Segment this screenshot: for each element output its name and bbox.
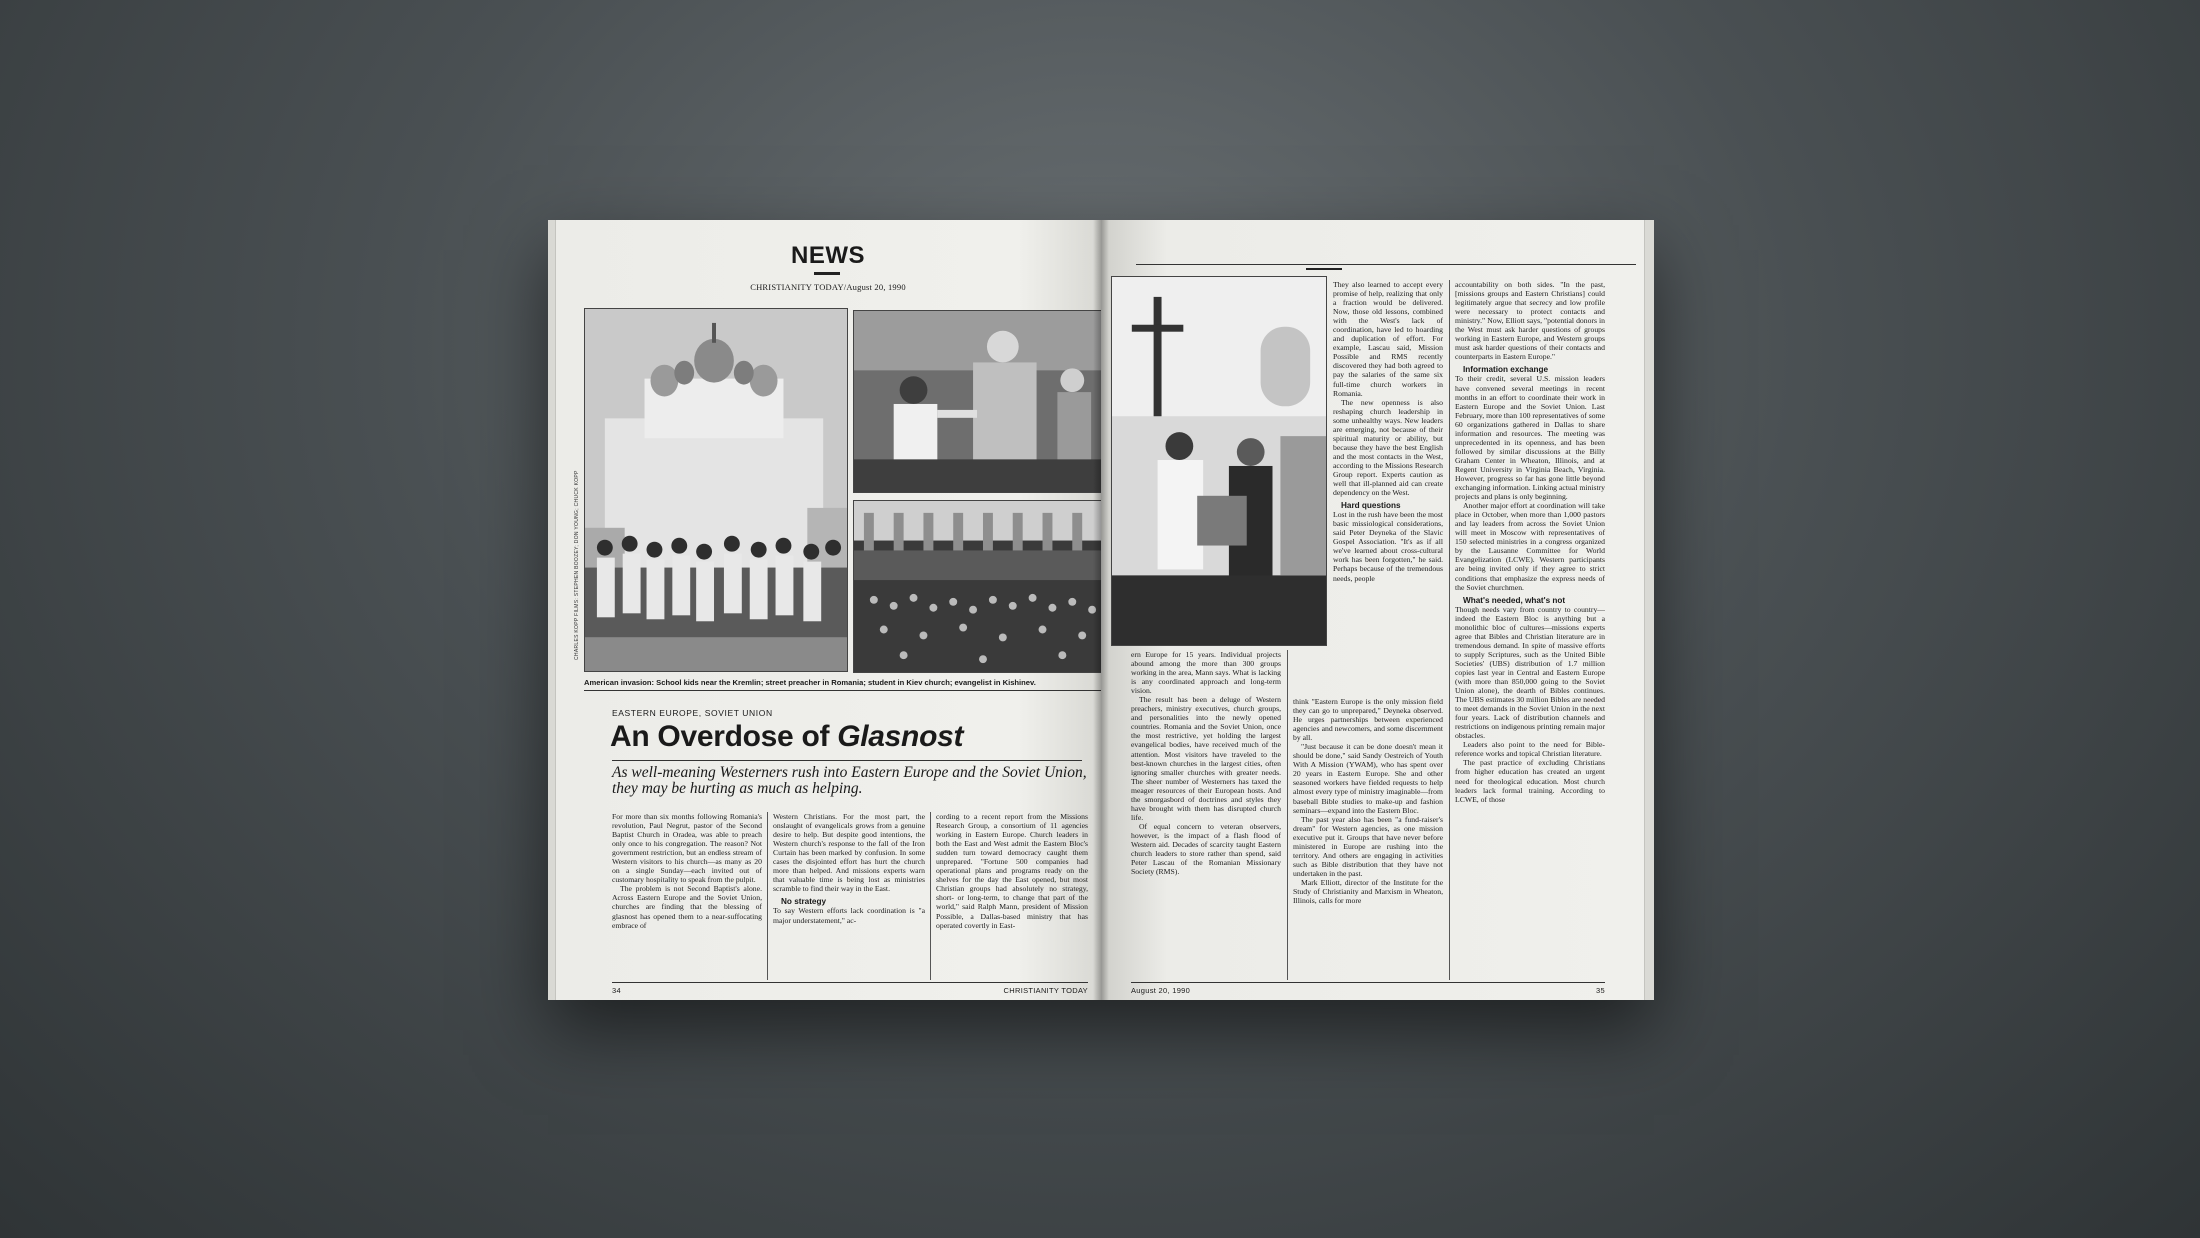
paragraph: Though needs vary from country to country—indeed the Eastern Bloc is anything but a monolithic bloc of cultures—missions experts agree that Bibles and Christian literature are in tremendous demand. In spite of massive efforts to supply Scriptures, such as the United Bible Societies' (UBS) distribution of 1.7 million copies last year in Central and Eastern Europe (with more than 850,000 going to the Soviet Union alone), the dearth of Bibles continues. The UBS estimates 30 million Bibles are needed to meet demands in the Soviet Union in the next four years. Lack of distribution channels and restrictions on indigenous printing remain major obstacles. xyxy=(1455,604,1605,741)
paragraph: Lost in the rush have been the most basic missiological considerations, said Peter Deyneka of the Slavic Gospel Association. "It's as if all we've learned about cross-cultural work has been forgotten," he said. Perhaps because of the tremendous needs, people xyxy=(1333,510,1443,583)
paragraph: The past practice of excluding Christians from higher education has created an urgent need for theological education. Most church leaders lack formal training. According to LCWE, of those xyxy=(1455,758,1605,804)
right-page xyxy=(1101,220,1654,1000)
subhead: No strategy xyxy=(781,897,827,907)
subhead: What's needed, what's not xyxy=(1463,595,1566,605)
issue-line: CHRISTIANITY TODAY/August 20, 1990 xyxy=(750,282,906,292)
paragraph: Another major effort at coordination will take place in October, when more than 1,000 pastors and lay leaders from across the Soviet Union will meet in Moscow with representatives of 150 selected ministries in a congress organized by the Lausanne Committee for World Evangelization (LCWE). Western participants are being invited only if they agree to strict conditions that emphasize the express needs of the Soviet churchmen. xyxy=(1455,501,1605,592)
folio-title: CHRISTIANITY TODAY xyxy=(1003,986,1088,995)
page-number: 35 xyxy=(1596,986,1605,995)
kremlin-photo xyxy=(584,308,848,672)
article-column-b-lower xyxy=(1293,697,1443,905)
section-title: NEWS xyxy=(791,242,865,269)
kicker: EASTERN EUROPE, SOVIET UNION xyxy=(612,708,773,718)
paragraph: The problem is not Second Baptist's alone. Across Eastern Europe and the Soviet Union, churches are finding that the blessing of glasnost has opened them to a near-suffocating embrace of xyxy=(612,884,762,930)
subhead: Information exchange xyxy=(1463,365,1549,375)
headline xyxy=(610,720,1101,754)
paragraph: think "Eastern Europe is the only mission field they can go to unprepared," Deyneka observed. He urges partnerships between experienced agencies and newcomers, and some discernment by all. xyxy=(1293,697,1443,743)
page-number: 34 xyxy=(612,986,621,995)
left-page xyxy=(548,220,1101,1000)
photo-caption: American invasion: School kids near the Kremlin; street preacher in Romania; student in Kiev church; evangelist in Kishinev. xyxy=(584,678,1036,687)
folio-date: August 20, 1990 xyxy=(1131,986,1191,995)
paragraph: ern Europe for 15 years. Individual projects abound among the more than 300 groups working in the area, Mann says. What is lacking is any coordinated approach and long-term vision. xyxy=(1131,650,1281,696)
paragraph: The new openness is also reshaping church leadership in some unhealthy ways. New leaders are emerging, not because of their spiritual maturity or ability, but because they have the best English and the most contacts in the West, according to the Missions Research Group report. Experts caution as well that ill-planned aid can create dependency on the West. xyxy=(1333,397,1443,498)
kishinev-evangelist-photo xyxy=(853,500,1101,673)
article-column-1 xyxy=(612,812,762,930)
paragraph: The result has been a deluge of Western preachers, ministry executives, church groups, and personalities into the newly opened countries. Romania and the Soviet Union, once the most restrictive, yet holding the largest evangelical bodies, have received much of the attention. Most visitors have traveled to the best-known churches in the largest cities, often ignoring smaller churches with greater needs. The sheer number of Westerners has taxed the meager resources of their European hosts. And the smorgasbord of doctrines and styles they have brought with them has disrupted church life. xyxy=(1131,695,1281,822)
deck: As well-meaning Westerners rush into Eastern Europe and the Soviet Union, they may be hurting as much as helping. xyxy=(612,764,1087,797)
paragraph: Leaders also point to the need for Bible-reference works and topical Christian literature. xyxy=(1455,740,1605,759)
paragraph: cording to a recent report from the Missions Research Group, a consortium of 11 agencies working in Eastern Europe. Church leaders in both the East and West admit the Eastern Bloc's sudden turn toward democracy caught them unprepared. "Fortune 500 companies had operational plans and programs ready on the shelves for the day the East opened, but most Christian groups had absolutely no strategy, short- or long-term, to change that part of the world," said Ralph Mann, president of Mission Possible, a Dallas-based ministry that has operated covertly in East- xyxy=(936,812,1088,930)
article-column-3 xyxy=(936,812,1088,930)
paragraph: Mark Elliott, director of the Institute for the Study of Christianity and Marxism in Wheaton, Illinois, calls for more xyxy=(1293,877,1443,906)
paragraph: They also learned to accept every promise of help, realizing that only a fraction would be delivered. Now, those old lessons, combined with the West's lack of coordination, have led to hoarding and duplication of effort. For example, Lascau said, Mission Possible and RMS recently discovered they had both agreed to pay the salaries of the same six full-time church workers in Romania. xyxy=(1333,280,1443,398)
article-column-2 xyxy=(773,812,925,925)
article-column-c xyxy=(1455,280,1605,804)
paragraph: The past year also has been "a fund-raiser's dream" for Western agencies, as one mission executive put it. Groups that have never before ministered in Europe are rushing into the territory. And others are engaging in activities such as Bible distribution that they have not undertaken in the past. xyxy=(1293,814,1443,878)
subhead: Hard questions xyxy=(1341,501,1401,511)
paragraph: Western Christians. For the most part, the onslaught of evangelicals grows from a genuine desire to help. But despite good intentions, the Western church's response to the fall of the Iron Curtain has been marked by confusion. In some cases the disjointed effort has hurt the church more than helped. And missions experts warn that valuable time is being lost as ministries scramble to find their way in the East. xyxy=(773,812,925,894)
paragraph: accountability on both sides. "In the past, [missions groups and Eastern Christians] could legitimately argue that secrecy and low profile were necessary to protect contacts and ministry." Now, Elliott says, "potential donors in the West must ask harder questions of groups working in Eastern Europe, and Western groups must ask harder questions of their contacts and counterparts in Eastern Europe." xyxy=(1455,280,1605,362)
paragraph: Of equal concern to veteran observers, however, is the impact of a flash flood of Western aid. Decades of scarcity taught Eastern church leaders to store rather than spend, said Peter Lascau of the Romanian Missionary Society (RMS). xyxy=(1131,821,1281,877)
paragraph: To say Western efforts lack coordination is "a major understatement," ac- xyxy=(773,906,925,925)
headline-italic: Glasnost xyxy=(837,720,964,753)
street-preacher-photo xyxy=(853,310,1101,493)
photo-credit: CHARLES KOPP FILMS: STEPHEN BOOZEY; DON YOUNG; CHUCK KOPP xyxy=(574,470,580,660)
article-column-a xyxy=(1131,650,1281,876)
paragraph: "Just because it can be done doesn't mean it should be done," said Sandy Oestreich of Youth With A Mission (YWAM), who has spent over 20 years in Eastern Europe. She and other seasoned workers have fielded requests to help almost every type of ministry imaginable—from baseball Bible studies to make-up and fashion seminars—expand into the Eastern Bloc. xyxy=(1293,742,1443,815)
paragraph: For more than six months following Romania's revolution, Paul Negrut, pastor of the Second Baptist Church in Oradea, was able to preach only once to his congregation. The reason? Not government restriction, but an endless stream of Western visitors to his church—as many as 20 on a single Sunday—each invited out of customary hospitality to speak from the pulpit. xyxy=(612,812,762,885)
magazine-spread xyxy=(548,220,1654,1000)
article-column-b xyxy=(1293,280,1443,583)
headline-main: An Overdose of xyxy=(610,720,838,753)
paragraph: To their credit, several U.S. mission leaders have convened several meetings in recent months in an effort to coordinate their work in Eastern Europe and the Soviet Union. Last February, more than 100 representatives of some 60 organizations gathered in Dallas to share information and resources. The meeting was unprecedented in its openness, and has been followed by similar discussions at the Billy Graham Center in Wheaton, Illinois, and at Regent University in Virginia Beach, Virginia. However, progress so far has gone little beyond exchanging information. Linking actual ministry projects and plans is only beginning. xyxy=(1455,374,1605,502)
